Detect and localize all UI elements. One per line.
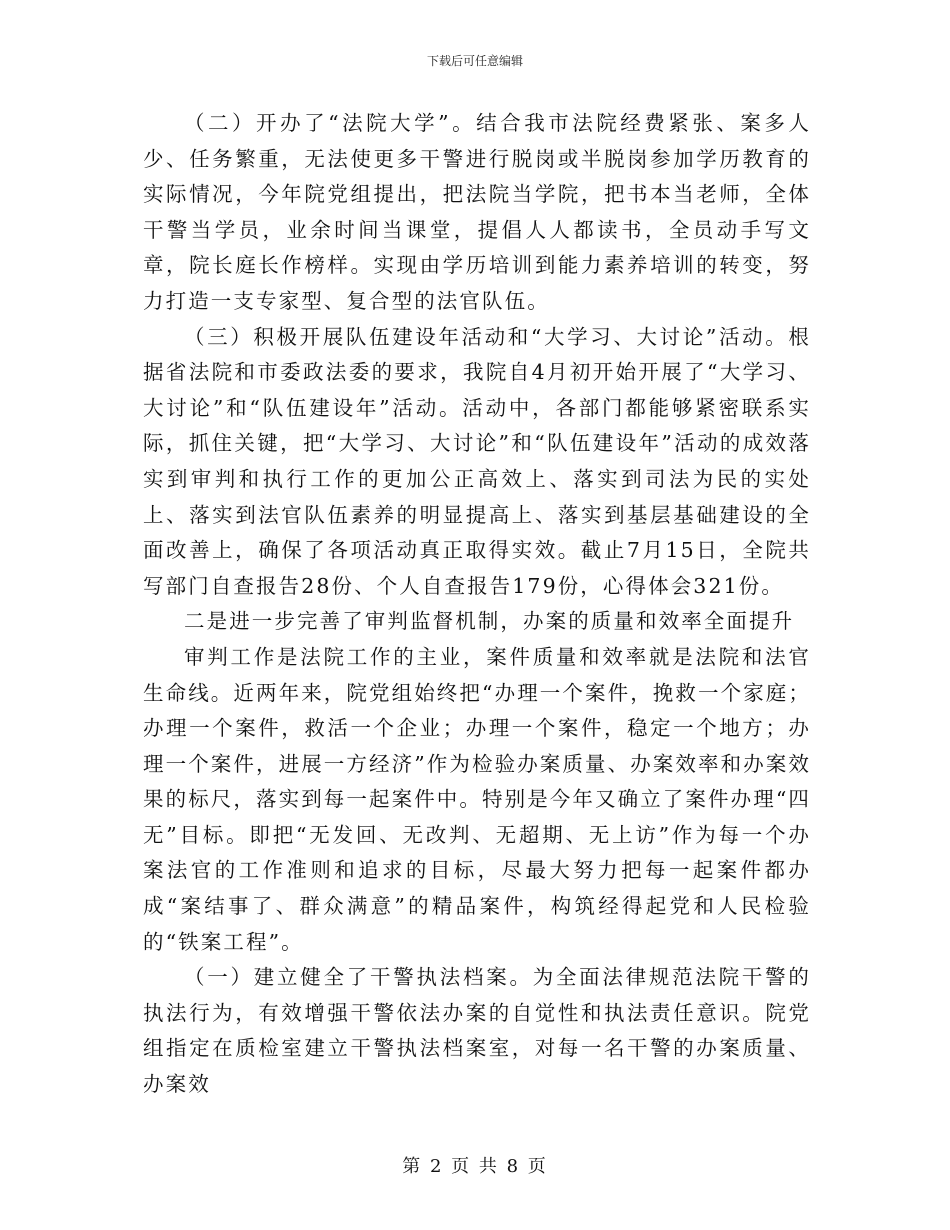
page-number-footer: 第 2 页 共 8 页: [402, 1156, 548, 1177]
page-header-note: 下载后可任意编辑: [426, 54, 523, 68]
document-body: [143, 106, 811, 1103]
section-heading-trial-supervision: 二是进一步完善了审判监督机制，办案的质量和效率全面提升: [184, 609, 795, 634]
paragraph-trial-work: 审判工作是法院工作的主业，案件质量和效率就是法院和法官生命线。近两年来，院党组始终把“办理一个案件，挽救一个家庭；办理一个案件，救活一个企业；办理一个案件，稳定一个地方；办理一个案件，进展一方经济”作为检验办案质量、办案效率和办案效果的标尺，落实到每一起案件中。特别是今年又确立了案件办理“四无”目标。即把“无发回、无改判、无超期、无上访”作为每一个办案法官的工作准则和追求的目标，尽最大努力把每一起案件都办成“案结事了、群众满意”的精品案件，构筑经得起党和人民检验的“铁案工程”。: [143, 644, 811, 954]
paragraph-enforcement-records: （一）建立健全了干警执法档案。为全面法律规范法院干警的执法行为，有效增强干警依法办案的自觉性和执法责任意识。院党组指定在质检室建立干警执法档案室，对每一名干警的办案质量、办案效: [143, 965, 811, 1097]
paragraph-team-building: （三）积极开展队伍建设年活动和“大学习、大讨论”活动。根据省法院和市委政法委的要求，我院自4月初开始开展了“大学习、大讨论”和“队伍建设年”活动。活动中，各部门都能够紧密联系实际，抓住关键，把“大学习、大讨论”和“队伍建设年”活动的成效落实到审判和执行工作的更加公正高效上、落实到司法为民的实处上、落实到法官队伍素养的明显提高上、落实到基层基础建设的全面改善上，确保了各项活动真正取得实效。截止7月15日，全院共写部门自查报告28份、个人自查报告179份，心得体会321份。: [143, 324, 811, 598]
paragraph-law-school: （二）开办了“法院大学”。结合我市法院经费紧张、案多人少、任务繁重，无法使更多干警进行脱岗或半脱岗参加学历教育的实际情况，今年院党组提出，把法院当学院，把书本当老师，全体干警当学员，业余时间当课堂，提倡人人都读书，全员动手写文章，院长庭长作榜样。实现由学历培训到能力素养培训的转变，努力打造一支专家型、复合型的法官队伍。: [143, 111, 811, 313]
